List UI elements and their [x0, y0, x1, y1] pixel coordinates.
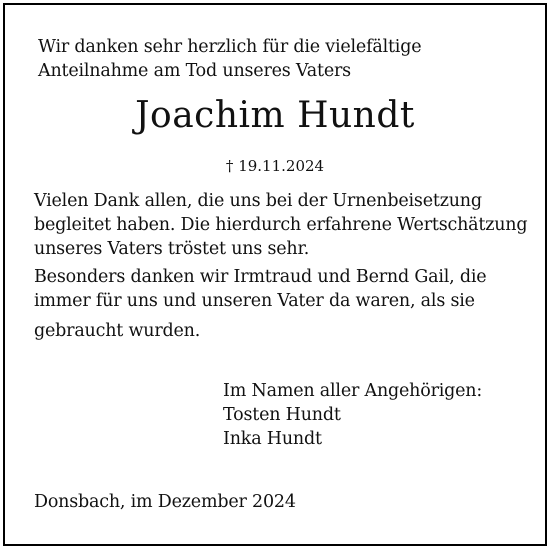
paragraph2-line-3: gebraucht wurden.: [34, 321, 201, 341]
intro-line-1: Wir danken sehr herzlich für die vielefältige: [38, 37, 422, 57]
signature-heading: Im Namen aller Angehörigen:: [223, 381, 483, 401]
death-date: † 19.11.2024: [225, 157, 325, 175]
paragraph1-line-2: begleitet haben. Die hierdurch erfahrene Wertschätzung: [34, 215, 528, 235]
signature-name-2: Inka Hundt: [223, 429, 322, 449]
paragraph1-line-3: unseres Vaters tröstet uns sehr.: [34, 239, 310, 259]
paragraph2-line-2: immer für uns und unseren Vater da waren, als sie: [34, 291, 475, 311]
deceased-name: Joachim Hundt: [135, 95, 415, 136]
place-and-date: Donsbach, im Dezember 2024: [34, 492, 296, 512]
intro-line-2: Anteilnahme am Tod unseres Vaters: [38, 61, 351, 81]
signature-name-1: Tosten Hundt: [223, 405, 341, 425]
paragraph2-line-1: Besonders danken wir Irmtraud und Bernd Gail, die: [34, 267, 487, 287]
paragraph1-line-1: Vielen Dank allen, die uns bei der Urnenbeisetzung: [34, 191, 482, 211]
